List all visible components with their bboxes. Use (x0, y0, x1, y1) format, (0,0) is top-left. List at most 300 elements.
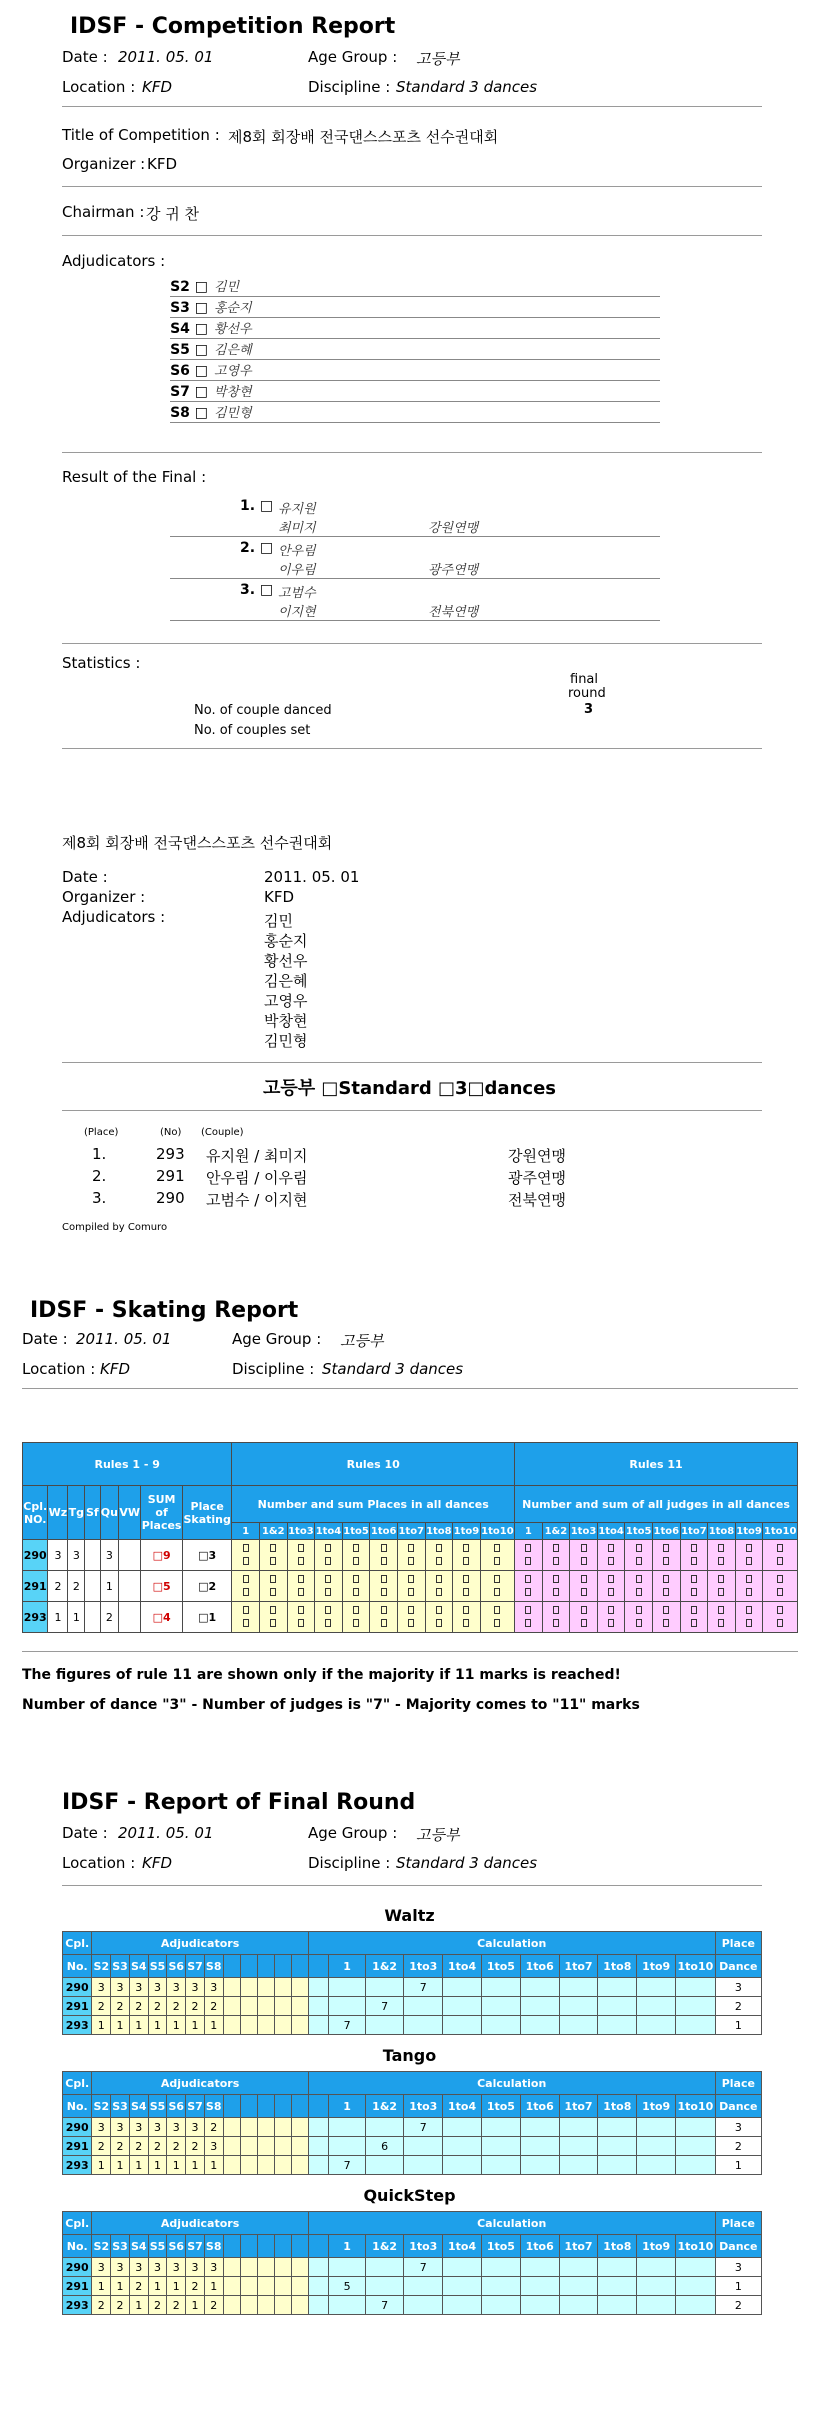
empty-judge-header (240, 2235, 257, 2258)
empty-mark (223, 1978, 240, 1997)
empty-judge-header (291, 2095, 308, 2118)
rule11-calc-header: 1to9 (735, 1523, 763, 1540)
empty-mark (257, 2016, 274, 2035)
calc-cell (443, 1997, 482, 2016)
rule11-cell (597, 1540, 625, 1571)
calc-cell (520, 2016, 559, 2035)
rule10-calc-header: 1to9 (453, 1523, 481, 1540)
calc-cell (481, 2296, 520, 2315)
chairman-label: Chairman : (62, 203, 145, 221)
rule10-cell (232, 1540, 260, 1571)
rule11-calc-header: 1to3 (570, 1523, 598, 1540)
calc-header: 1to6 (520, 1955, 559, 1978)
calc-cell (443, 2137, 482, 2156)
adjudicator-name: 김민 (214, 280, 240, 295)
empty-mark (257, 1997, 274, 2016)
final-round-row (63, 1978, 762, 1997)
dance-place-vw (119, 1602, 141, 1633)
judge-header: S4 (129, 2235, 148, 2258)
spacer-header (308, 2095, 329, 2118)
final-round-row (63, 2137, 762, 2156)
calc-cell (598, 2258, 637, 2277)
judge-mark: 1 (92, 2277, 111, 2296)
calc-cell (520, 1978, 559, 1997)
empty-mark (274, 1978, 291, 1997)
rule10-calc-header: 1to4 (315, 1523, 343, 1540)
judge-mark: 2 (111, 2296, 130, 2315)
rules-11-header: Rules 11 (515, 1443, 798, 1486)
final-round-row (63, 2156, 762, 2175)
calc-cell: 6 (365, 2137, 403, 2156)
dance-name: Tango (382, 2046, 437, 2065)
calc-cell (481, 2277, 520, 2296)
calc-cell (676, 2118, 716, 2137)
calc-cell: 7 (404, 1978, 443, 1997)
judge-mark: 2 (92, 2137, 111, 2156)
calc-cell (559, 2118, 598, 2137)
calc-header: 1to9 (637, 2235, 676, 2258)
calc-cell (329, 2258, 366, 2277)
calc-cell (329, 1997, 366, 2016)
rule10-cell (453, 1602, 481, 1633)
final-round-title: IDSF - Report of Final Round (62, 1790, 416, 1815)
calc-header: 1to4 (443, 2095, 482, 2118)
spacer-cell (308, 2118, 329, 2137)
rule11-calc-header: 1to10 (763, 1523, 798, 1540)
judge-header: S7 (186, 2235, 205, 2258)
judge-mark: 3 (186, 1978, 205, 1997)
result-of-final-label: Result of the Final : (62, 468, 207, 486)
empty-judge-header (240, 1955, 257, 1978)
final-round-row (63, 2016, 762, 2035)
calc-cell (676, 2258, 716, 2277)
empty-mark (223, 2118, 240, 2137)
rule10-cell (425, 1571, 453, 1602)
judge-mark: 2 (167, 1997, 186, 2016)
place-skating: □2 (182, 1571, 231, 1602)
dance-place-wz: 1 (48, 1602, 68, 1633)
calc-header: 1to3 (404, 2095, 443, 2118)
judge-mark: 1 (186, 2296, 205, 2315)
calc-cell (443, 1978, 482, 1997)
place-dance: 2 (715, 2296, 761, 2315)
calc-header: 1to4 (443, 2235, 482, 2258)
couple-number: 291 (63, 2137, 92, 2156)
calc-cell (598, 2296, 637, 2315)
judge-mark: 3 (148, 2258, 167, 2277)
summary-competition-name: 제8회 회장배 전국댄스스포츠 선수권대회 (62, 834, 333, 852)
judge-mark: 1 (129, 2296, 148, 2315)
summary-couple: 유지원 / 최미지 (206, 1147, 308, 1165)
final-age-label: Age Group : (308, 1824, 398, 1842)
no-header: No. (63, 2235, 92, 2258)
adjudicator-row (170, 339, 660, 360)
adjudicator-row (170, 297, 660, 318)
judge-mark: 1 (204, 2156, 223, 2175)
calc-cell: 7 (404, 2118, 443, 2137)
dance-place-tg: 3 (68, 1540, 85, 1571)
judge-header: S2 (92, 1955, 111, 1978)
rule11-calc-header: 1to5 (625, 1523, 653, 1540)
judge-mark: 3 (186, 2258, 205, 2277)
empty-mark (257, 2258, 274, 2277)
empty-judge-header (291, 1955, 308, 1978)
rule11-cell (763, 1571, 798, 1602)
calc-cell (637, 2156, 676, 2175)
result-place: 3. □ (240, 582, 274, 598)
rule11-cell (735, 1602, 763, 1633)
adjudicator-code: S4 □ (170, 321, 208, 337)
empty-mark (257, 2118, 274, 2137)
place-dance: 3 (715, 2118, 761, 2137)
rule10-calc-header: 1to3 (287, 1523, 315, 1540)
judge-header: S8 (204, 2235, 223, 2258)
spacer-header (308, 2235, 329, 2258)
adjudicator-name: 박창현 (214, 385, 252, 400)
judge-mark: 1 (111, 2156, 130, 2175)
adjudicators-header: Adjudicators (92, 1932, 308, 1955)
rule11-cell (653, 1540, 681, 1571)
judge-mark: 1 (111, 2016, 130, 2035)
rule11-cell (763, 1540, 798, 1571)
rule11-cell (680, 1602, 708, 1633)
judge-mark: 1 (148, 2277, 167, 2296)
title-of-competition-value: 제8회 회장배 전국댄스스포츠 선수권대회 (228, 128, 499, 146)
final-round-row (63, 2296, 762, 2315)
rule11-cell (625, 1602, 653, 1633)
empty-mark (240, 2137, 257, 2156)
rules-10-header: Rules 10 (232, 1443, 515, 1486)
calc-cell (676, 2137, 716, 2156)
final-result-row (170, 540, 660, 579)
spacer-cell (308, 2296, 329, 2315)
judge-mark: 1 (129, 2156, 148, 2175)
empty-mark (257, 2296, 274, 2315)
judge-header: S6 (167, 2095, 186, 2118)
judge-header: S6 (167, 1955, 186, 1978)
calc-cell (520, 2277, 559, 2296)
place-header: Place (715, 2072, 761, 2095)
rule10-cell (287, 1602, 315, 1633)
empty-judge-header (223, 2095, 240, 2118)
dance-place-qu: 1 (100, 1571, 119, 1602)
calc-cell (598, 2137, 637, 2156)
empty-mark (223, 2296, 240, 2315)
empty-mark (257, 2277, 274, 2296)
calc-header: 1to6 (520, 2095, 559, 2118)
empty-judge-header (291, 2235, 308, 2258)
judge-mark: 2 (129, 1997, 148, 2016)
calc-cell (520, 2296, 559, 2315)
calc-cell (559, 2296, 598, 2315)
rule11-cell (735, 1540, 763, 1571)
judge-mark: 3 (204, 2258, 223, 2277)
couple-number: 293 (63, 2296, 92, 2315)
couple-number: 290 (63, 2258, 92, 2277)
age-label: Age Group : (308, 48, 398, 66)
rule10-cell (397, 1602, 425, 1633)
no-header: No. (63, 2095, 92, 2118)
final-round-table (62, 2071, 762, 2175)
rule-11-note: The figures of rule 11 are shown only if the majority if 11 marks is reached! (22, 1667, 621, 1683)
empty-mark (240, 2258, 257, 2277)
judge-mark: 3 (111, 1978, 130, 1997)
calc-cell (559, 2137, 598, 2156)
empty-mark (274, 2258, 291, 2277)
judge-header: S5 (148, 2235, 167, 2258)
calc-header: 1to8 (598, 1955, 637, 1978)
calc-cell (481, 2118, 520, 2137)
rule11-cell (708, 1602, 736, 1633)
adjudicator-name: 황선우 (214, 322, 252, 337)
dance-place-tg: 1 (68, 1602, 85, 1633)
result-partner-2: 최미지 (278, 521, 316, 536)
rule10-cell (370, 1540, 398, 1571)
couple-number: 293 (23, 1602, 48, 1633)
result-partner-1: 유지원 (278, 502, 316, 517)
calc-cell (637, 1997, 676, 2016)
result-partner-1: 안우림 (278, 544, 316, 559)
couple-number: 290 (23, 1540, 48, 1571)
empty-mark (257, 2137, 274, 2156)
calc-cell (637, 2137, 676, 2156)
rule11-calc-header: 1 (515, 1523, 543, 1540)
calc-header: 1to10 (676, 1955, 716, 1978)
calc-header: 1&2 (365, 1955, 403, 1978)
judge-header: S4 (129, 2095, 148, 2118)
empty-mark (274, 2137, 291, 2156)
judge-mark: 2 (186, 1997, 205, 2016)
judge-mark: 1 (167, 2016, 186, 2035)
judge-mark: 1 (204, 2016, 223, 2035)
date-value: 2011. 05. 01 (118, 48, 214, 66)
empty-mark (223, 2016, 240, 2035)
rule11-cell (570, 1540, 598, 1571)
stat-column-final: final (570, 672, 599, 687)
adjudicator-name: 김민형 (214, 406, 252, 421)
col-no-header: (No) (160, 1127, 182, 1138)
judge-header: S6 (167, 2235, 186, 2258)
judge-header: S5 (148, 2095, 167, 2118)
judge-header: S3 (111, 2095, 130, 2118)
sum-of-places: □5 (141, 1571, 183, 1602)
adjudicator-name: 김은혜 (214, 343, 252, 358)
couple-number: 291 (23, 1571, 48, 1602)
rules-10-subheader: Number and sum Places in all dances (232, 1486, 515, 1523)
calc-header: 1to7 (559, 2095, 598, 2118)
empty-mark (223, 2156, 240, 2175)
judge-mark: 1 (92, 2016, 111, 2035)
summary-adjudicator-name: 고영우 (264, 992, 308, 1010)
majority-note: Number of dance "3" - Number of judges is "7" - Majority comes to "11" marks (22, 1697, 640, 1713)
judge-header: S7 (186, 2095, 205, 2118)
empty-mark (240, 2277, 257, 2296)
judge-mark: 3 (148, 2118, 167, 2137)
rule10-cell (260, 1571, 288, 1602)
judge-mark: 3 (204, 2137, 223, 2156)
rule11-cell (680, 1540, 708, 1571)
rule11-cell (542, 1540, 570, 1571)
judge-header: S5 (148, 1955, 167, 1978)
stat-couples-set-label: No. of couples set (194, 723, 311, 738)
final-round-row (63, 1997, 762, 2016)
calc-cell (443, 2016, 482, 2035)
judge-mark: 2 (148, 2296, 167, 2315)
calc-cell (404, 2016, 443, 2035)
judge-mark: 3 (129, 2258, 148, 2277)
calc-header: 1to5 (481, 2095, 520, 2118)
summary-adjudicator-name: 황선우 (264, 952, 308, 970)
final-location-label: Location : (62, 1854, 136, 1872)
rule10-cell (260, 1602, 288, 1633)
adjudicator-code: S7 □ (170, 384, 208, 400)
judge-mark: 2 (148, 2137, 167, 2156)
calc-cell (329, 1978, 366, 1997)
stat-couples-danced-label: No. of couple danced (194, 703, 332, 718)
skating-row (23, 1571, 798, 1602)
adjudicator-code: S8 □ (170, 405, 208, 421)
judge-mark: 3 (204, 1978, 223, 1997)
dance-header-qu: Qu (100, 1486, 119, 1540)
calc-cell (559, 2156, 598, 2175)
dance-header: Dance (715, 2235, 761, 2258)
place-dance: 2 (715, 1997, 761, 2016)
final-date-value: 2011. 05. 01 (118, 1824, 214, 1842)
no-header: No. (63, 1955, 92, 1978)
discipline-label: Discipline : (308, 78, 391, 96)
dance-header: Dance (715, 1955, 761, 1978)
location-label: Location : (62, 78, 136, 96)
summary-couple: 고범수 / 이지현 (206, 1191, 308, 1209)
organizer-value: KFD (147, 155, 178, 173)
calc-cell (481, 1978, 520, 1997)
calc-cell (404, 2156, 443, 2175)
calc-cell (676, 2296, 716, 2315)
spacer-header (308, 1955, 329, 1978)
calc-cell (404, 2277, 443, 2296)
chairman-value: 강 귀 찬 (146, 205, 200, 223)
adjudicator-name: 고영우 (214, 364, 252, 379)
col-place-header: (Place) (84, 1127, 119, 1138)
judge-mark: 1 (186, 2156, 205, 2175)
rule10-calc-header: 1to6 (370, 1523, 398, 1540)
judge-mark: 2 (204, 1997, 223, 2016)
result-club: 강원연맹 (428, 521, 479, 536)
calc-header: 1&2 (365, 2235, 403, 2258)
spacer-cell (308, 2137, 329, 2156)
calc-header: 1to7 (559, 2235, 598, 2258)
dance-place-sf (85, 1540, 100, 1571)
calc-cell (676, 1978, 716, 1997)
judge-header: S8 (204, 1955, 223, 1978)
rule11-calc-header: 1to4 (597, 1523, 625, 1540)
calc-header: 1to9 (637, 2095, 676, 2118)
calc-cell (676, 2277, 716, 2296)
skating-date-label: Date : (22, 1330, 68, 1348)
rule11-cell (515, 1540, 543, 1571)
adjudicator-name: 홍순지 (214, 301, 252, 316)
empty-mark (274, 2118, 291, 2137)
couple-number: 291 (63, 1997, 92, 2016)
empty-mark (291, 2137, 308, 2156)
title-of-competition-label: Title of Competition : (62, 126, 220, 144)
empty-judge-header (274, 2235, 291, 2258)
empty-mark (240, 1997, 257, 2016)
calc-cell (676, 2156, 716, 2175)
empty-mark (257, 1978, 274, 1997)
calc-cell (559, 1978, 598, 1997)
rule11-cell (542, 1602, 570, 1633)
empty-judge-header (257, 2095, 274, 2118)
rule10-calc-header: 1to5 (342, 1523, 370, 1540)
judge-mark: 3 (167, 2258, 186, 2277)
result-club: 광주연맹 (428, 563, 479, 578)
final-round-row (63, 2277, 762, 2296)
summary-date-value: 2011. 05. 01 (264, 868, 360, 886)
place-header: Place (715, 1932, 761, 1955)
empty-mark (291, 1997, 308, 2016)
summary-number: 291 (156, 1167, 185, 1185)
judge-mark: 1 (148, 2156, 167, 2175)
judge-mark: 1 (111, 2277, 130, 2296)
result-partner-2: 이지현 (278, 605, 316, 620)
judge-header: S3 (111, 1955, 130, 1978)
skating-table (22, 1442, 798, 1633)
adjudicator-code: S6 □ (170, 363, 208, 379)
final-round-table (62, 2211, 762, 2315)
summary-heading: 고등부 □Standard □3□dances (262, 1078, 556, 1099)
judge-mark: 1 (129, 2016, 148, 2035)
adjudicator-row (170, 381, 660, 402)
judge-header: S3 (111, 2235, 130, 2258)
skating-report-title: IDSF - Skating Report (30, 1298, 299, 1323)
final-result-row (170, 498, 660, 537)
calc-header: 1to7 (559, 1955, 598, 1978)
rule11-cell (597, 1571, 625, 1602)
judge-mark: 3 (129, 2118, 148, 2137)
place-dance: 3 (715, 1978, 761, 1997)
stat-column-round: round (568, 686, 606, 701)
rule11-cell (708, 1571, 736, 1602)
dance-place-vw (119, 1540, 141, 1571)
judge-header: S2 (92, 2095, 111, 2118)
rule10-cell (315, 1602, 343, 1633)
calc-header: 1to9 (637, 1955, 676, 1978)
empty-mark (291, 2296, 308, 2315)
final-result-row (170, 582, 660, 621)
calc-cell (481, 2137, 520, 2156)
empty-judge-header (257, 1955, 274, 1978)
empty-mark (291, 2258, 308, 2277)
cpl-header: Cpl. (63, 2072, 92, 2095)
rule11-cell (597, 1602, 625, 1633)
rule11-cell (515, 1602, 543, 1633)
judge-mark: 2 (167, 2137, 186, 2156)
couple-number: 290 (63, 1978, 92, 1997)
compiled-by: Compiled by Comuro (62, 1222, 168, 1233)
rule11-calc-header: 1to7 (680, 1523, 708, 1540)
final-round-row (63, 2258, 762, 2277)
skating-location-value: KFD (100, 1360, 131, 1378)
competition-report-title: IDSF - Competition Report (70, 14, 396, 39)
final-date-label: Date : (62, 1824, 108, 1842)
rules-11-subheader: Number and sum of all judges in all dances (515, 1486, 798, 1523)
rule10-cell (342, 1602, 370, 1633)
calc-cell (676, 2016, 716, 2035)
calc-cell (637, 2118, 676, 2137)
adjudicator-code: S5 □ (170, 342, 208, 358)
judge-mark: 3 (111, 2258, 130, 2277)
